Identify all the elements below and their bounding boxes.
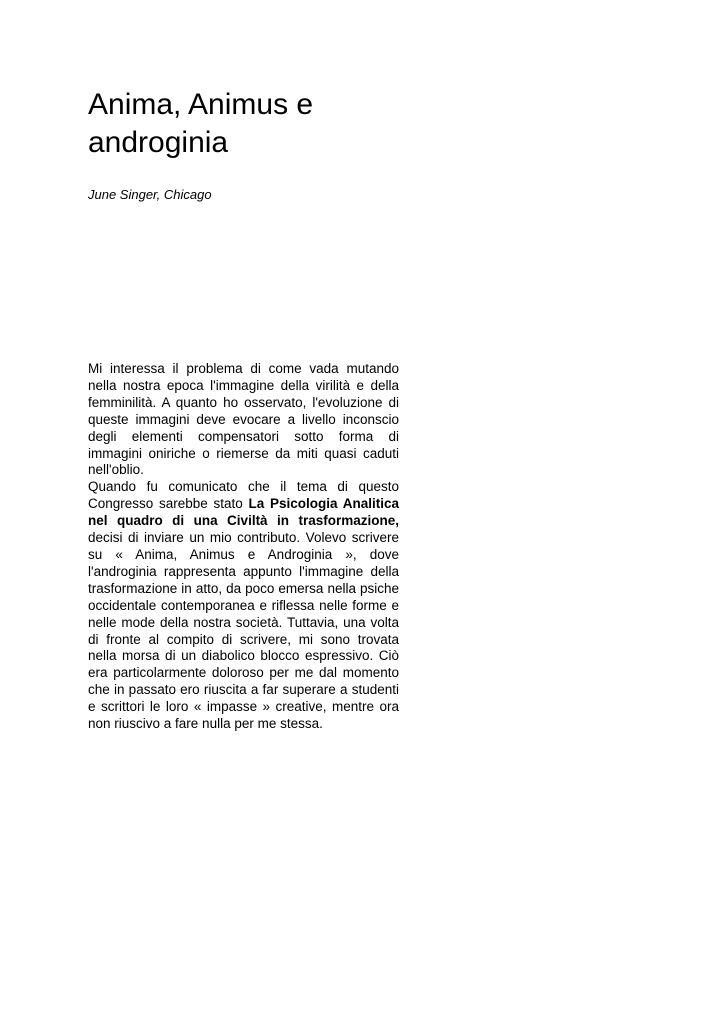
paragraph-1: Mi interessa il problema di come vada mutando nella nostra epoca l'immagine della virilità e della femminilità. A quanto ho osservato, l'evoluzione di queste immagini deve evocare a livello inconscio degli elementi compensatori sotto forma di immagini oniriche o riemerse da miti quasi caduti nell'oblio. [88, 361, 399, 478]
author-line: June Singer, Chicago [88, 187, 212, 202]
congress-theme: La Psicologia Analitica nel quadro di una Civiltà in trasformazione, [88, 496, 400, 529]
paragraph-2 [88, 479, 399, 733]
paragraph-2-intro: Quando fu comunicato che il tema di questo Congresso sarebbe stato [88, 479, 399, 512]
title-line-1: Anima, Animus e [88, 88, 314, 121]
title-line-2: androginia [88, 126, 229, 159]
document-title [88, 86, 408, 162]
paragraph-2-rest: decisi di inviare un mio contributo. Volevo scrivere su « Anima, Animus e Androginia », dove l'androginia rappresenta appunto l'immagine della trasformazione in atto, da poco emersa nella psiche occidentale contemporanea e riflessa nelle forme e nelle mode della nostra società. Tuttavia, una volta di fronte al compito di scrivere, mi sono trovata nella morsa di un diabolico blocco espressivo. Ciò era particolarmente doloroso per me dal momento che in passato ero riuscita a far superare a studenti e scrittori le loro « impasse » creative, mentre ora non riuscivo a fare nulla per me stessa. [88, 530, 399, 732]
body-text [88, 361, 399, 733]
